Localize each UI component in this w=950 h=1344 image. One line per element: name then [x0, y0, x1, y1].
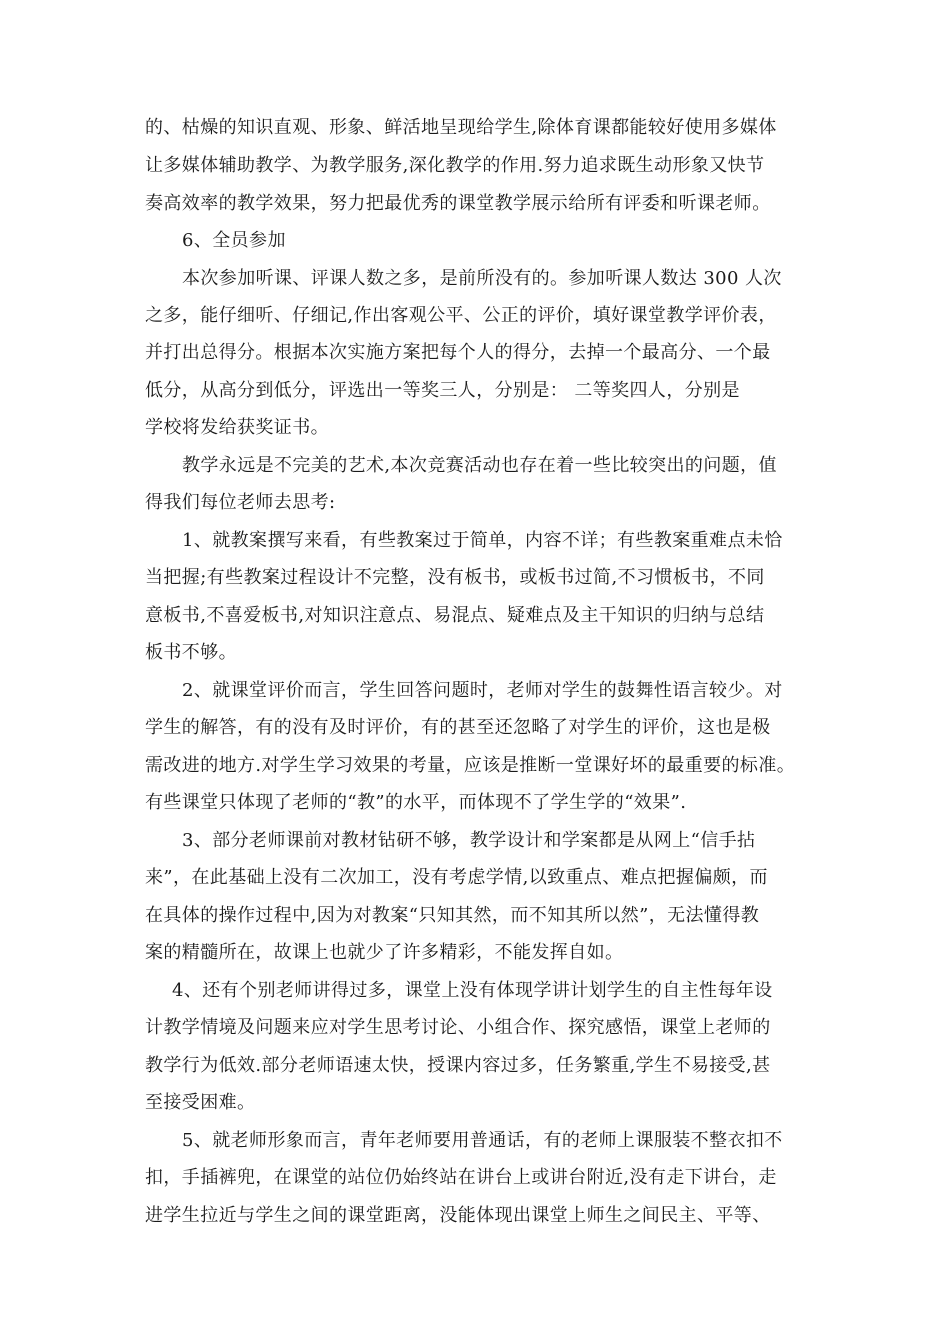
text-line: 本次参加听课、评课人数之多，是前所没有的。参加听课人数达 300 人次 — [182, 268, 782, 289]
text-line: 低分，从高分到低分，评选出一等奖三人，分别是： 二等奖四人，分别是 — [145, 380, 740, 401]
text-line: 教学行为低效.部分老师语速太快，授课内容过多，任务繁重,学生不易接受,甚 — [145, 1055, 771, 1076]
text-line: 之多，能仔细听、仔细记,作出客观公平、公正的评价，填好课堂教学评价表， — [145, 305, 777, 326]
text-line: 学生的解答，有的没有及时评价，有的甚至还忽略了对学生的评价，这也是极 — [145, 717, 771, 738]
section-heading: 6、全员参加 — [182, 230, 286, 251]
text-line: 奏高效率的教学效果，努力把最优秀的课堂教学展示给所有评委和听课老师。 — [145, 193, 771, 214]
text-line: 案的精髓所在，故课上也就少了许多精彩，不能发挥自如。 — [145, 942, 624, 963]
text-line: 需改进的地方.对学生学习效果的考量，应该是推断一堂课好坏的最重要的标准。 — [145, 755, 796, 776]
text-line: 4、还有个别老师讲得过多，课堂上没有体现学讲计划学生的自主性每年设 — [172, 980, 773, 1001]
text-line: 计教学情境及问题来应对学生思考讨论、小组合作、探究感悟，课堂上老师的 — [145, 1017, 771, 1038]
text-line: 1、就教案撰写来看，有些教案过于简单，内容不详；有些教案重难点未恰 — [182, 530, 783, 551]
text-line: 有些课堂只体现了老师的“教”的水平，而体现不了学生学的“效果”. — [145, 792, 687, 813]
text-line: 至接受困难。 — [145, 1092, 256, 1113]
text-line: 的、枯燥的知识直观、形象、鲜活地呈现给学生,除体育课都能较好使用多媒体 — [145, 117, 777, 138]
text-line: 让多媒体辅助教学、为教学服务,深化教学的作用.努力追求既生动形象又快节 — [145, 155, 765, 176]
text-line: 教学永远是不完美的艺术,本次竞赛活动也存在着一些比较突出的问题，值 — [182, 455, 777, 476]
text-line: 学校将发给获奖证书。 — [145, 417, 329, 438]
text-line: 扣，手插裤兜，在课堂的站位仍始终站在讲台上或讲台附近,没有走下讲台，走 — [145, 1167, 777, 1188]
text-line: 板书不够。 — [145, 642, 237, 663]
text-line: 当把握;有些教案过程设计不完整，没有板书，或板书过简,不习惯板书，不同 — [145, 567, 765, 588]
text-line: 在具体的操作过程中,因为对教案“只知其然，而不知其所以然”，无法懂得教 — [145, 905, 760, 926]
text-line: 5、就老师形象而言，青年老师要用普通话，有的老师上课服装不整衣扣不 — [182, 1130, 783, 1151]
text-line: 3、部分老师课前对教材钻研不够，教学设计和学案都是从网上“信手拈 — [182, 830, 756, 851]
text-line: 意板书,不喜爱板书,对知识注意点、易混点、疑难点及主干知识的归纳与总结 — [145, 605, 765, 626]
text-line: 进学生拉近与学生之间的课堂距离，没能体现出课堂上师生之间民主、平等、 — [145, 1205, 771, 1226]
text-line: 并打出总得分。根据本次实施方案把每个人的得分，去掉一个最高分、一个最 — [145, 342, 771, 363]
text-line: 2、就课堂评价而言，学生回答问题时，老师对学生的鼓舞性语言较少。对 — [182, 680, 783, 701]
text-line: 来”，在此基础上没有二次加工，没有考虑学情,以致重点、难点把握偏颇，而 — [145, 867, 768, 888]
text-line: 得我们每位老师去思考: — [145, 492, 336, 513]
